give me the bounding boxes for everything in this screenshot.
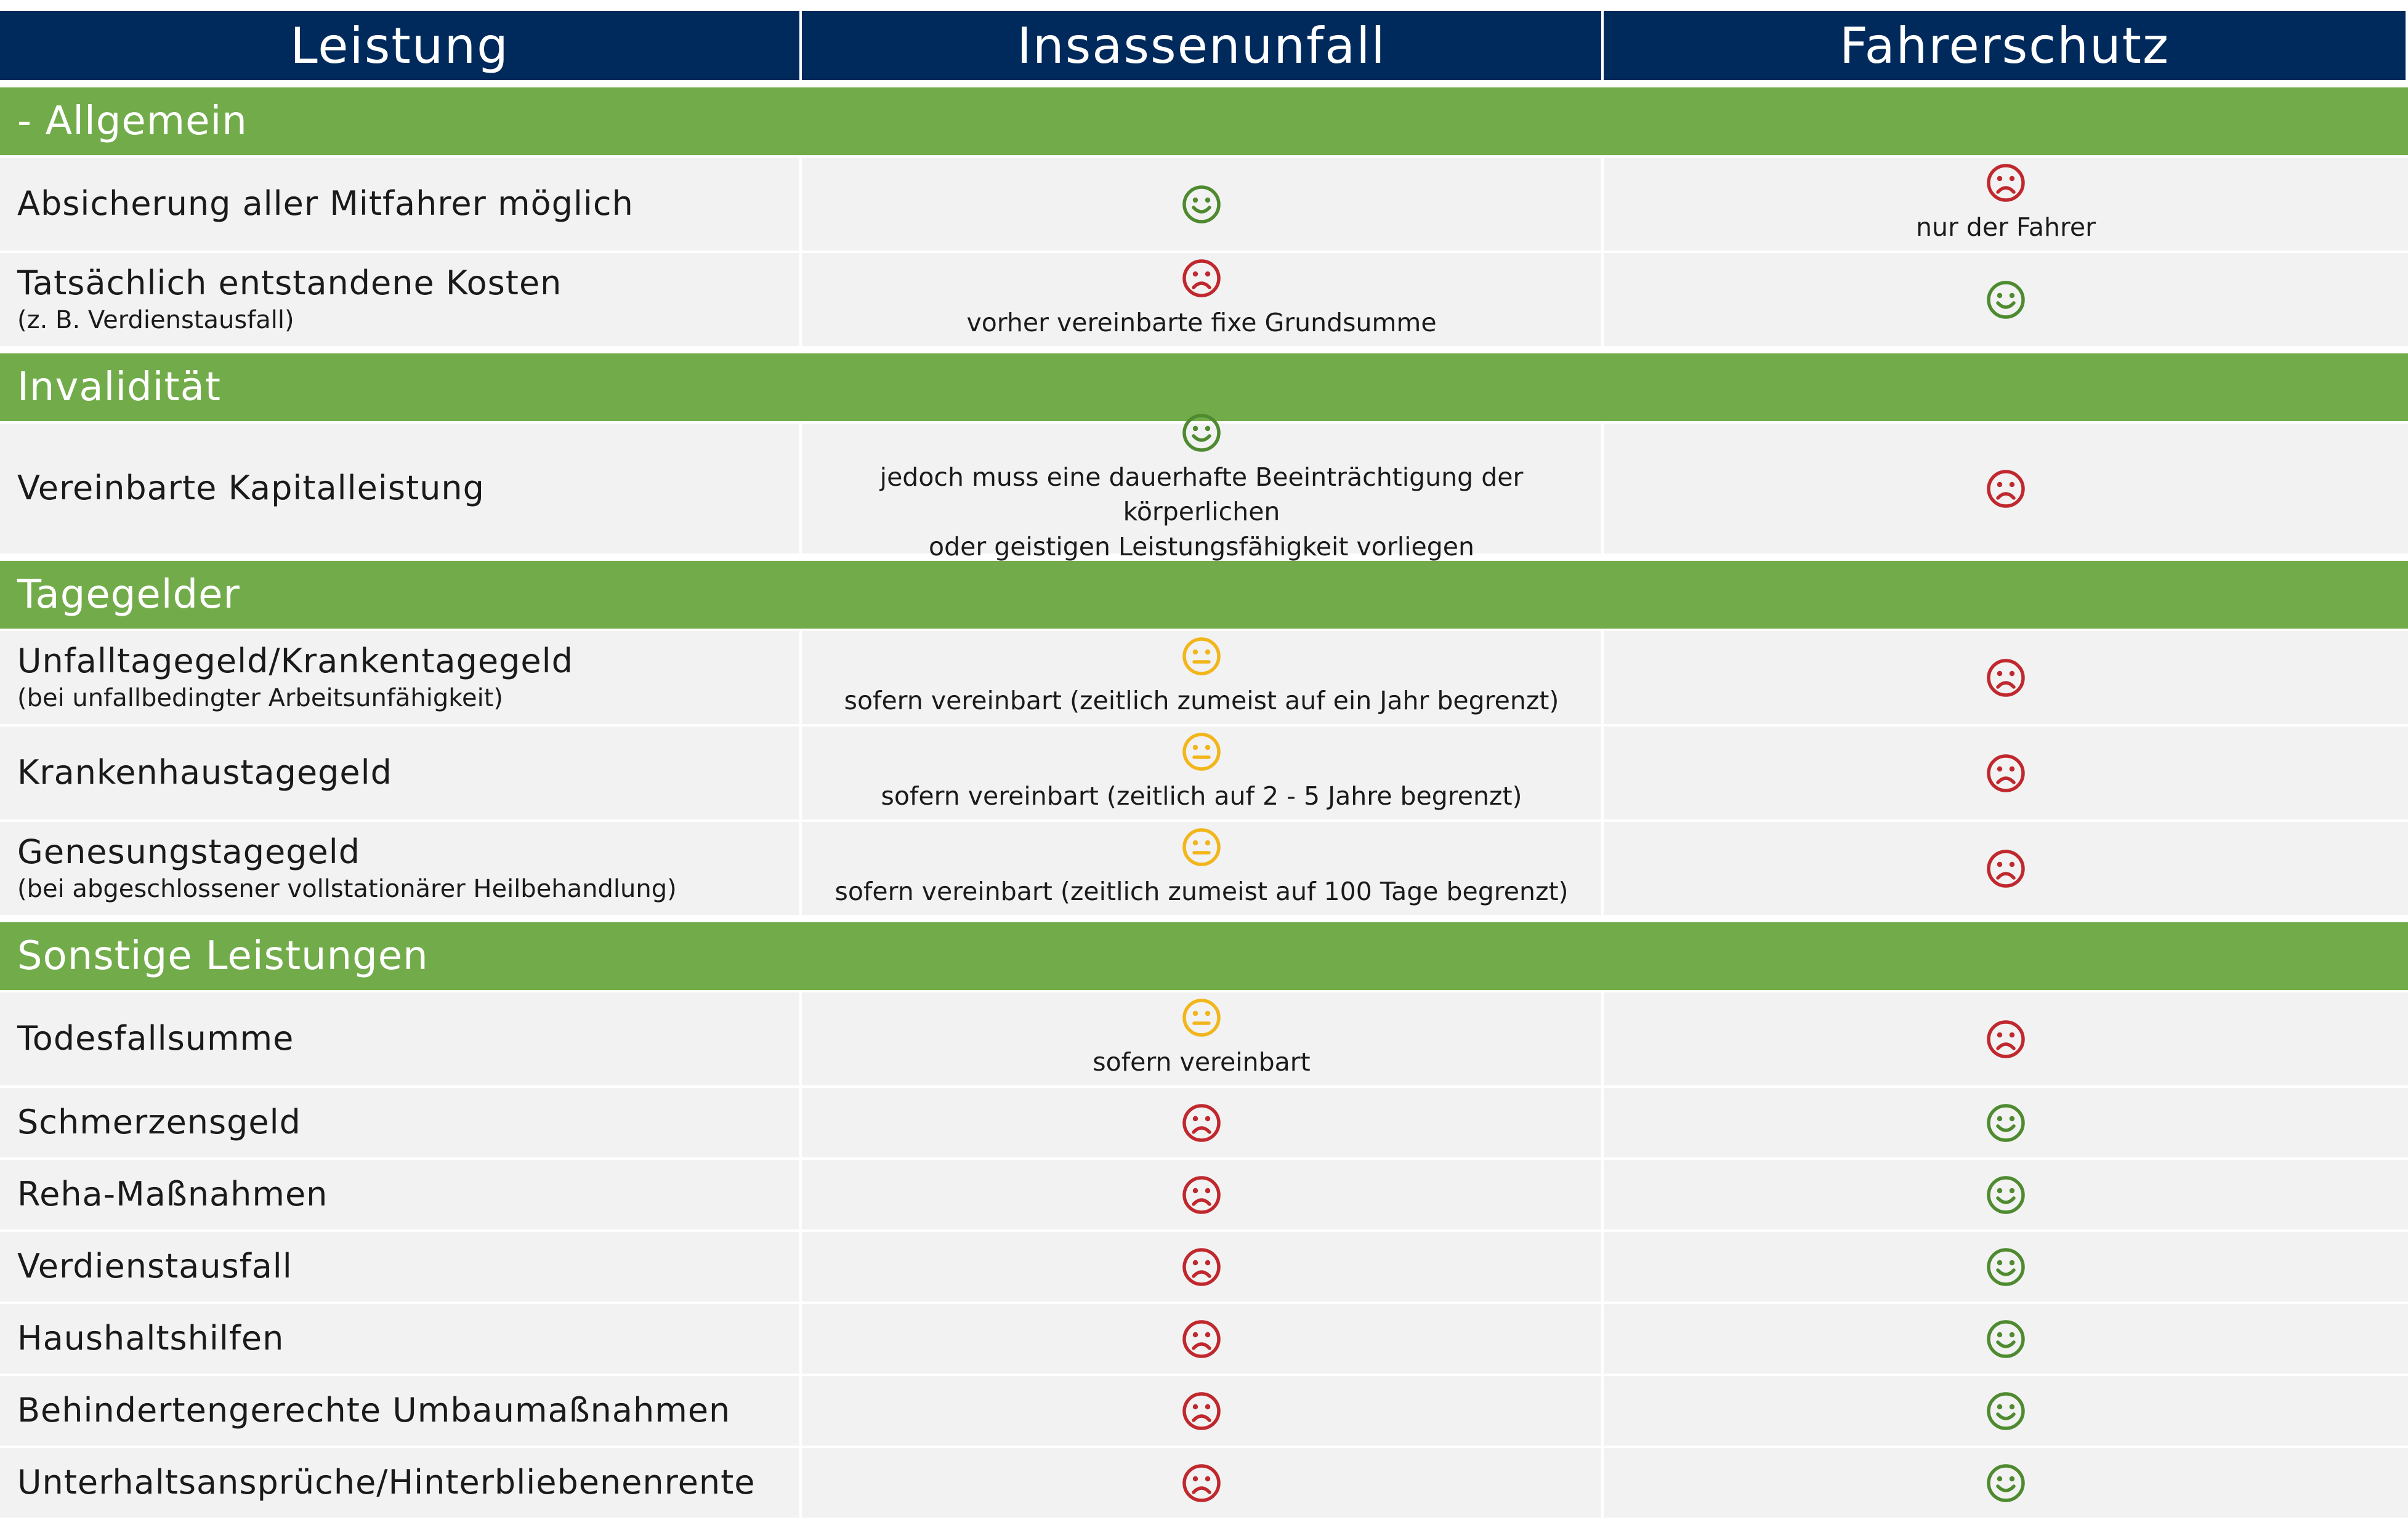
smiley-neutral-icon [1182,998,1221,1037]
rating-insassenunfall [802,1446,1604,1518]
row-label-text: Haushaltshilfen [17,1319,285,1358]
smiley-neutral-icon [1182,732,1221,771]
smiley-happy-icon [1182,185,1221,224]
section-allgemein: - Allgemein [0,87,2408,155]
smiley-sad-icon [1182,1247,1221,1287]
rating-fahrerschutz [1604,1302,2408,1374]
row-label [0,155,802,251]
rating-note: sofern vereinbart (zeitlich zumeist auf 100 Tage begrenzt) [834,877,1569,907]
header-leistung: Leistung [0,11,802,80]
rating-note: sofern vereinbart (zeitlich auf 2 - 5 Jahre begrenzt) [881,781,1522,811]
section-tagegelder: Tagegelder [0,561,2408,629]
rating-fahrerschutz [1604,1157,2408,1229]
rating-fahrerschutz [1604,251,2408,346]
smiley-happy-icon [1986,1175,2026,1215]
row-label [0,629,802,724]
row-label-text: Tatsächlich entstandene Kosten [17,264,562,303]
rating-fahrerschutz [1604,1446,2408,1518]
smiley-neutral-icon [1182,827,1221,867]
smiley-happy-icon [1986,1391,2026,1431]
smiley-sad-icon [1182,1175,1221,1215]
row-label [0,1302,802,1374]
row-label-subtext: (bei abgeschlossener vollstationärer Heilbehandlung) [17,874,677,903]
smiley-sad-icon [1182,1391,1221,1431]
rating-insassenunfall [802,1374,1604,1446]
smiley-sad-icon [1986,658,2026,698]
row-label [0,1229,802,1302]
rating-note: sofern vereinbart (zeitlich zumeist auf ein Jahr begrenzt) [844,686,1559,716]
rating-insassenunfall [802,629,1604,724]
rating-insassenunfall [802,1302,1604,1374]
rating-insassenunfall [802,1085,1604,1157]
row-label [0,1157,802,1229]
rating-insassenunfall [802,724,1604,819]
smiley-sad-icon [1182,1463,1221,1503]
row-label [0,1085,802,1157]
rating-fahrerschutz [1604,1229,2408,1302]
smiley-neutral-icon [1182,637,1221,676]
row-label [0,819,802,915]
rating-insassenunfall [802,990,1604,1085]
rating-insassenunfall [802,421,1604,561]
row-label [0,1446,802,1518]
rating-fahrerschutz [1604,1085,2408,1157]
row-label [0,990,802,1085]
smiley-sad-icon [1986,469,2026,509]
smiley-sad-icon [1182,259,1221,298]
rating-fahrerschutz [1604,724,2408,819]
comparison-table [0,11,2408,1518]
row-label-text: Todesfallsumme [17,1019,294,1058]
rating-fahrerschutz [1604,629,2408,724]
rating-fahrerschutz [1604,1374,2408,1446]
rating-note: nur der Fahrer [1916,212,2096,243]
smiley-sad-icon [1986,849,2026,888]
row-label [0,251,802,346]
smiley-sad-icon [1986,754,2026,793]
row-label-text: Unfalltagegeld/Krankentagegeld [17,642,573,681]
row-label-text: Absicherung aller Mitfahrer möglich [17,184,634,223]
rating-fahrerschutz [1604,819,2408,915]
rating-fahrerschutz [1604,990,2408,1085]
row-label-text: Reha-Maßnahmen [17,1175,328,1214]
row-label [0,421,802,553]
section-invaliditaet: Invalidität [0,353,2408,421]
section-sonstige-leistungen: Sonstige Leistungen [0,922,2408,990]
smiley-sad-icon [1986,1020,2026,1059]
smiley-happy-icon [1986,1463,2026,1503]
row-label-text: Vereinbarte Kapitalleistung [17,469,485,508]
row-label-text: Unterhaltsansprüche/Hinterbliebenenrente [17,1463,756,1502]
smiley-sad-icon [1986,163,2026,203]
smiley-happy-icon [1986,1103,2026,1143]
smiley-sad-icon [1182,1319,1221,1359]
smiley-happy-icon [1182,413,1221,453]
rating-insassenunfall [802,1229,1604,1302]
rating-fahrerschutz [1604,155,2408,251]
rating-note: sofern vereinbart [1093,1047,1311,1077]
header-fahrerschutz: Fahrerschutz [1604,11,2408,80]
row-label-text: Verdienstausfall [17,1247,293,1286]
rating-insassenunfall [802,1157,1604,1229]
row-label-text: Genesungstagegeld [17,832,361,872]
smiley-happy-icon [1986,280,2026,320]
row-label-text: Krankenhaustagegeld [17,753,392,792]
header-insassenunfall: Insassenunfall [802,11,1604,80]
row-label-subtext: (z. B. Verdienstausfall) [17,305,294,334]
row-label-text: Behindertengerechte Umbaumaßnahmen [17,1391,731,1430]
smiley-happy-icon [1986,1319,2026,1359]
row-label-subtext: (bei unfallbedingter Arbeitsunfähigkeit) [17,683,504,712]
rating-note: vorher vereinbarte fixe Grundsumme [966,308,1437,338]
rating-insassenunfall [802,251,1604,346]
row-label-text: Schmerzensgeld [17,1103,301,1142]
rating-insassenunfall [802,155,1604,251]
rating-fahrerschutz [1604,421,2408,553]
rating-insassenunfall [802,819,1604,915]
smiley-happy-icon [1986,1247,2026,1287]
smiley-sad-icon [1182,1103,1221,1143]
row-label [0,724,802,819]
rating-note: jedoch muss eine dauerhafte Beeinträchtigung der körperlichen oder geistigen Leistungsfähigkeit vorliegen [879,462,1524,561]
row-label [0,1374,802,1446]
